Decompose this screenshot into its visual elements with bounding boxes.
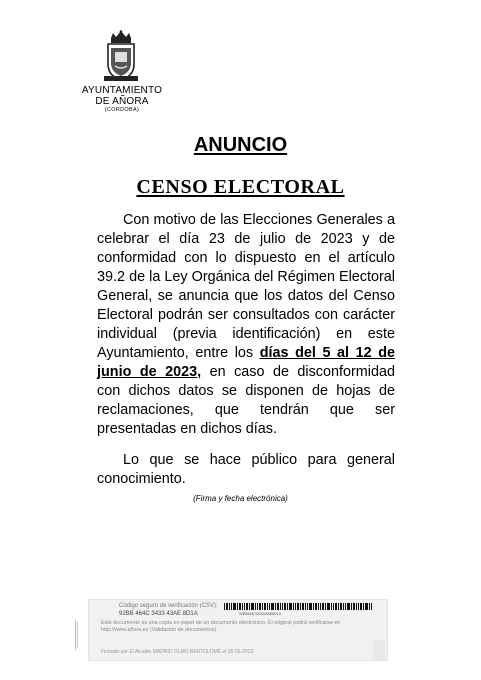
csv-label: Código seguro de verificación (CSV): (119, 603, 218, 609)
p1-text-before: Con motivo de las Elecciones Generales a celebrar el día 23 de julio de 2023 y de conformidad con lo dispuesto en el artículo 39.2 de la Ley Orgánica del Régimen Electoral General, se anuncia que los datos del Censo Electoral podrán ser consultados con carácter individual (previa identificación) en este Ayuntamiento, entre los (97, 212, 395, 361)
body-paragraph-1 (97, 211, 395, 439)
signature-note: (Firma y fecha electrónica) (193, 494, 288, 503)
announcement-subtitle: CENSO ELECTORAL (136, 176, 345, 198)
barcode-icon (224, 603, 372, 610)
p1-highlighted-dates: días del 5 al 12 de junio de 2023, (97, 345, 395, 380)
note-line-2: http://www.añora.es (Validación de documentos). (101, 627, 218, 634)
municipality-name (70, 86, 174, 114)
announcement-title: ANUNCIO (193, 134, 288, 156)
footer-corner-tab (373, 640, 385, 660)
side-vertical-text-icon (72, 620, 80, 650)
signed-by: Firmado por El Alcalde MADRID OLMO BARTOLOMÉ el 05-06-2023 (101, 649, 254, 655)
csv-code: 92BB 464C 3433 43AE 8D1A (119, 611, 198, 617)
barcode-text: 92BB464C343343AE8D1A (239, 612, 282, 616)
p1-text-after: en caso de disconformidad con dichos datos se disponen de hojas de reclamaciones, que tendrán que ser presentadas en dichos días. (97, 364, 396, 437)
verification-note (101, 620, 381, 635)
coat-of-arms-icon (100, 30, 142, 84)
note-line-1: Este documento es una copia en papel de un documento electrónico. El original podrá verificarse en (101, 620, 341, 626)
body-paragraph-2: Lo que se hace público para general conocimiento. (97, 452, 395, 487)
org-line-3: (CORDOBA) (104, 107, 140, 113)
org-line-1: AYUNTAMIENTO (81, 85, 163, 96)
org-line-2: DE AÑORA (95, 95, 149, 107)
verification-footer (88, 599, 388, 661)
